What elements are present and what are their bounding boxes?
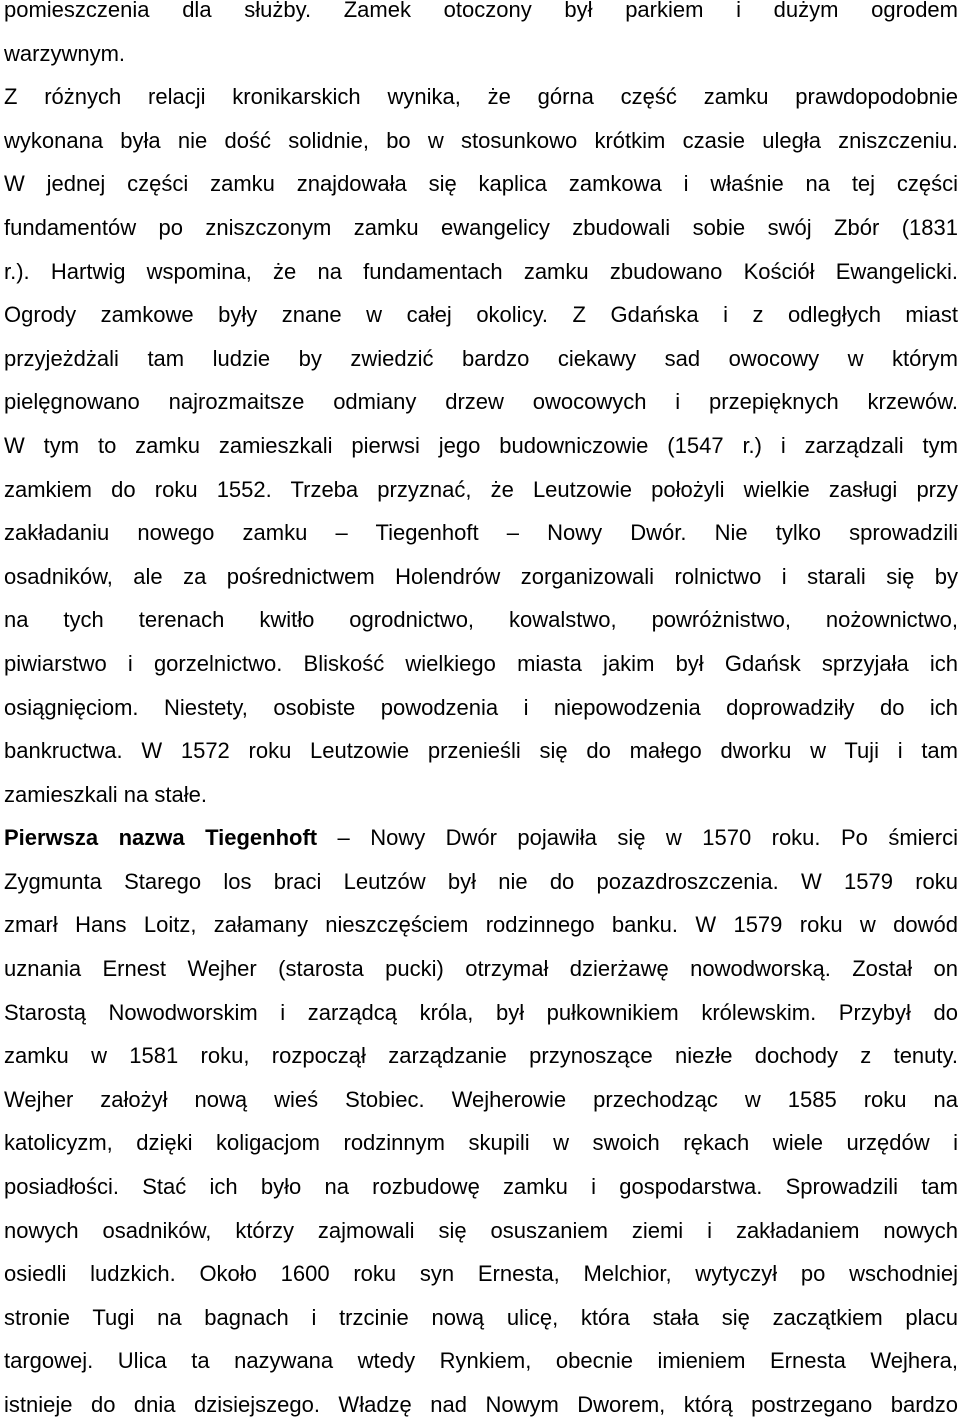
text-line: pielęgnowano najrozmaitsze odmiany drzew owocowych i przepięknych krzewów. <box>4 389 958 415</box>
text-line: zamkiem do roku 1552. Trzeba przyznać, że Leutzowie położyli wielkie zasługi przy <box>4 476 958 502</box>
text-line: osiedli ludzkich. Około 1600 roku syn Ernesta, Melchior, wytyczył po wschodniej <box>4 1261 958 1287</box>
text-line: stronie Tugi na bagnach i trzcinie nową ulicę, która stała się zaczątkiem placu <box>4 1304 958 1330</box>
text-line <box>4 816 958 860</box>
text-line: osadników, ale za pośrednictwem Holendrów zorganizowali rolnictwo i starali się by <box>4 563 958 589</box>
text-line: na tych terenach kwitło ogrodnictwo, kowalstwo, powróżnistwo, nożownictwo, <box>4 607 958 633</box>
text-line: zamieszkali na stałe. <box>4 781 207 807</box>
text-line: W tym to zamku zamieszkali pierwsi jego budowniczowie (1547 r.) i zarządzali tym <box>4 432 958 458</box>
text-line: uznania Ernest Wejher (starosta pucki) otrzymał dzierżawę nowodworską. Został on <box>4 956 958 982</box>
text-line: Wejher założył nową wieś Stobiec. Wejherowie przechodząc w 1585 roku na <box>4 1086 958 1112</box>
text-line: zmarł Hans Loitz, załamany nieszczęściem rodzinnego banku. W 1579 roku w dowód <box>4 912 958 938</box>
text-line: fundamentów po zniszczonym zamku ewangelicy zbudowali sobie swój Zbór (1831 <box>4 214 958 240</box>
text-line: Z różnych relacji kronikarskich wynika, że górna część zamku prawdopodobnie <box>4 84 958 110</box>
text-line: katolicyzm, dzięki koligacjom rodzinnym skupili w swoich rękach wiele urzędów i <box>4 1130 958 1156</box>
text-run: – Nowy Dwór pojawiła się w 1570 roku. Po śmierci <box>317 825 958 851</box>
paragraph-2 <box>4 75 958 816</box>
text-line: bankructwa. W 1572 roku Leutzowie przenieśli się do małego dworku w Tuji i tam <box>4 738 958 764</box>
section-lead-bold: Pierwsza nazwa Tiegenhoft <box>4 825 318 851</box>
text-line: pomieszczenia dla służby. Zamek otoczony był parkiem i dużym ogrodem <box>4 0 958 22</box>
text-line: piwiarstwo i gorzelnictwo. Bliskość wielkiego miasta jakim był Gdańsk sprzyjała ich <box>4 650 958 676</box>
paragraph-1 <box>4 0 958 75</box>
text-line: zamku w 1581 roku, rozpoczął zarządzanie przynoszące niezłe dochody z tenuty. <box>4 1043 958 1069</box>
text-line: W jednej części zamku znajdowała się kaplica zamkowa i właśnie na tej części <box>4 171 958 197</box>
text-line: nowych osadników, którzy zajmowali się osuszaniem ziemi i zakładaniem nowych <box>4 1217 958 1243</box>
text-line: r.). Hartwig wspomina, że na fundamentach zamku zbudowano Kościół Ewangelicki. <box>4 258 958 284</box>
text-line: targowej. Ulica ta nazywana wtedy Rynkiem, obecnie imieniem Ernesta Wejhera, <box>4 1348 958 1374</box>
text-line: warzywnym. <box>4 40 126 66</box>
text-line: przyjeżdżali tam ludzie by zwiedzić bardzo ciekawy sad owocowy w którym <box>4 345 958 371</box>
text-line: wykonana była nie dość solidnie, bo w stosunkowo krótkim czasie uległa zniszczeniu. <box>4 127 958 153</box>
paragraph-3 <box>4 816 958 1426</box>
text-line: posiadłości. Stać ich było na rozbudowę zamku i gospodarstwa. Sprowadzili tam <box>4 1174 958 1200</box>
text-line: Ogrody zamkowe były znane w całej okolicy. Z Gdańska i z odległych miast <box>4 302 958 328</box>
document-page <box>4 0 958 1427</box>
text-line: Starostą Nowodworskim i zarządcą króla, był pułkownikiem królewskim. Przybył do <box>4 999 958 1025</box>
text-line: osiągnięciom. Niestety, osobiste powodzenia i niepowodzenia doprowadziły do ich <box>4 694 958 720</box>
text-line: istnieje do dnia dzisiejszego. Władzę nad Nowym Dworem, którą postrzegano bardzo <box>4 1392 958 1417</box>
text-line: zakładaniu nowego zamku – Tiegenhoft – Nowy Dwór. Nie tylko sprowadzili <box>4 520 958 546</box>
text-line: Zygmunta Starego los braci Leutzów był nie do pozazdroszczenia. W 1579 roku <box>4 868 958 894</box>
